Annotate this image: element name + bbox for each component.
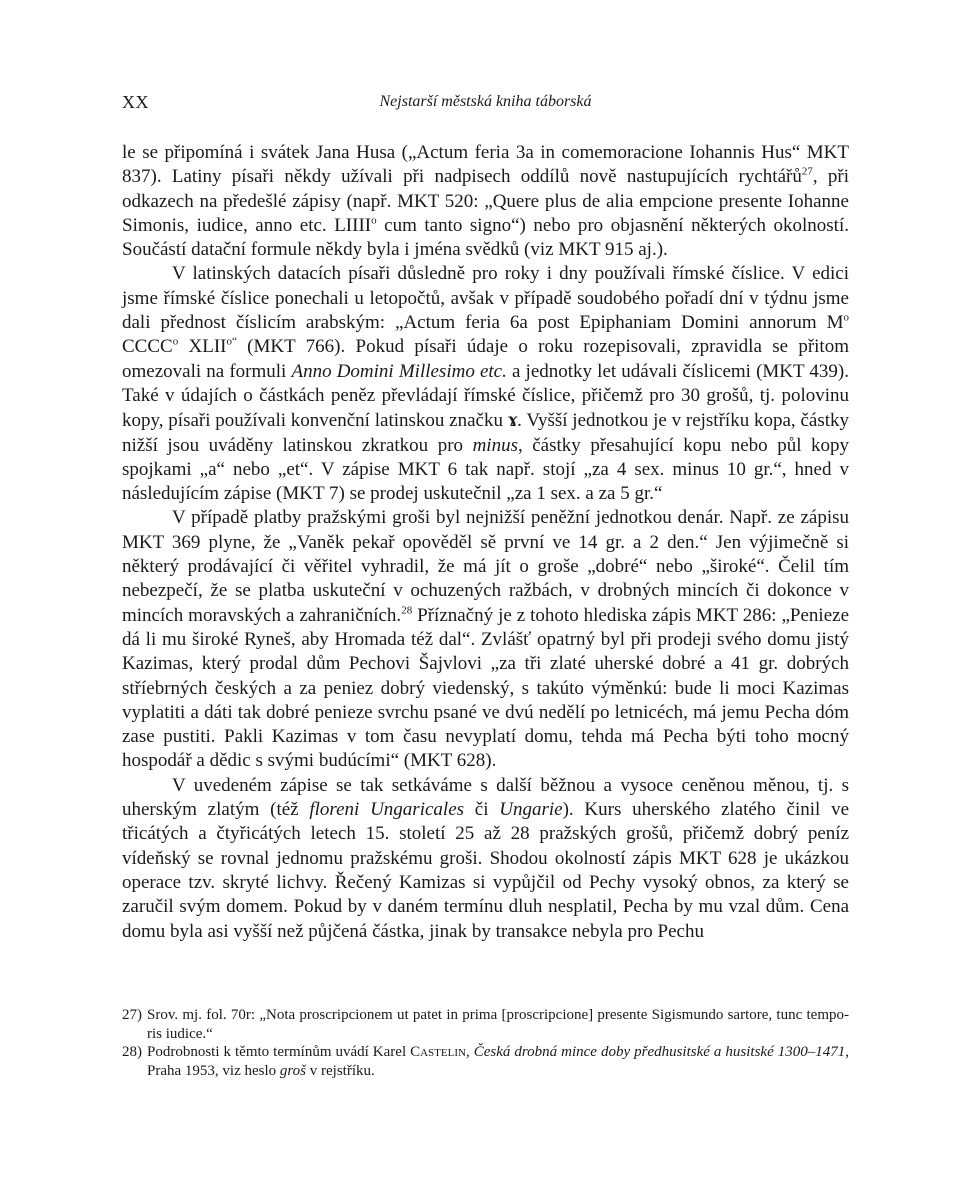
footnote-text	[147, 1043, 849, 1080]
text-run: či	[464, 799, 500, 821]
book-title: Česká drobná mince doby předhusitské a husitské 1300–1471	[473, 1044, 846, 1060]
text-run: , Praha 1953, viz heslo	[147, 1044, 849, 1079]
paragraph-1	[122, 141, 849, 262]
text-run: Podrobnosti k těmto termínům uvádí Karel	[147, 1044, 411, 1060]
text-run: ,	[465, 1044, 474, 1060]
footnote-28	[122, 1043, 849, 1080]
footnote-ref-27: 27	[801, 165, 813, 178]
text-run: v rejstříku.	[306, 1062, 375, 1079]
italic-phrase: minus	[472, 434, 518, 456]
footnote-number: 28)	[122, 1044, 142, 1060]
thirty-groschen-sign-icon: ɤ	[507, 409, 518, 432]
running-title: Nejstarší městská kniha táborská	[379, 93, 592, 110]
text-run: , částky přesahující kopu nebo půl kopy spojkami „a“ nebo „et“. V zápise MKT 6 tak např. stojí „za 4 sex. minus 10 gr.“, hned v následujícím zápise (MKT 7) se prodej uskutečnil „za 1 sex. a za 5 gr.“	[122, 434, 849, 505]
author-name: Castelin	[410, 1044, 466, 1060]
text-run: V případě platby pražskými groši byl nejnižší peněžní jednotkou denár. Např. ze zápisu MKT 369 plyne, že „Vaněk pekař opověděl sě první ve 14 gr. a 2 den.“ Jen výjimečně si některý prodávající či věřitel vyhradil, že má jít o groše „dobré“ nebo „široké“. Čelil tím nebezpečí, že se platba uskuteční v ochuzených ražbách, v drobných mincích či dokonce v mincích moravských a zahraničních.	[122, 507, 849, 626]
text-run: ). Kurs uherského zlatého činil ve třicátých a čtyřicátých letech 15. století 25 až 28 pražských grošů, přičemž dobrý peníz vídeňský se rovnal jednomu pražskému groši. Shodou okolností zápis MKT 628 je ukázkou operace tzv. skryté lichvy. Řečený Kamizas si vypůjčil od Pechy vysoký obnos, za který se zaručil svým domem. Pokud by v daném termínu dluh nesplatil, Pecha by mu vzal dům. Cena domu byla asi vyšší než půjčená částka, jinak by transakce nebyla pro Pechu	[122, 799, 850, 942]
text-run: , při odkazech na předešlé zápisy (např. MKT 520: „Quere plus de alia empcione presente Iohanne Simonis, iudice, anno etc. LIIII	[122, 166, 849, 236]
paragraph-3	[122, 506, 849, 773]
footnote-number: 27)	[122, 1007, 142, 1023]
text-run: V latinských datacích písaři důsledně pro roky i dny používali římské číslice. V edici jsme římské číslice ponechali u letopočtů, avšak v případě soudobého pořadí dní v týdnu jsme dali přednost číslicím arabským: „Actum feria 6a post Epiphaniam Domini annorum M	[122, 263, 849, 334]
superscript: o	[371, 214, 377, 227]
italic-phrase: floreni Ungaricales	[309, 799, 465, 821]
page-number: XX	[122, 92, 149, 112]
text-run: cum tanto signo“) nebo pro objasnění některých okolností. Součástí datační formule někdy byla i jména svědků (viz MKT 915 aj.).	[122, 214, 849, 261]
text-run: a jednotky let udávali číslicemi (MKT 439). Také v údajích o částkách peněz převládají římské číslice, přičemž pro 30 grošů, tj. polovinu kopy, písaři používali konvenční latinskou značku	[122, 360, 849, 432]
italic-phrase: Ungarie	[499, 799, 563, 821]
superscript: o	[172, 336, 179, 349]
superscript: o“	[226, 336, 237, 349]
paragraph-4	[122, 774, 849, 944]
text-run: . Vyšší jednotkou je v rejstříku kopa, částky nižší jsou uváděny latinskou zkratkou pro	[122, 410, 849, 456]
footnote-27	[122, 1006, 849, 1043]
text-run: V uvedeném zápise se tak setkáváme s další běžnou a vysoce ceněnou měnou, tj. s uherským zlatým (též	[122, 774, 849, 821]
footnote-text: Srov. mj. fol. 70r: „Nota proscripcionem ut patet in prima [proscripcione] presente Sigismundo sartore, tunc temporis iudice.“	[147, 1007, 849, 1042]
index-term: groš	[279, 1062, 307, 1079]
main-text	[122, 141, 849, 944]
text-run: le se připomíná i svátek Jana Husa („Actum feria 3a in comemoracione Iohannis Hus“ MKT 837). Latiny písaři někdy užívali při nadpisech oddílů nově nastupujících rychtářů	[122, 142, 849, 188]
paragraph-2	[122, 262, 849, 506]
text-run: XLII	[178, 336, 227, 358]
footnotes	[122, 1006, 849, 1080]
superscript: o	[843, 311, 849, 324]
text-run: CCCC	[122, 336, 173, 358]
text-run: Příznačný je z tohoto hlediska zápis MKT 286: „Penieze dá li mu široké Ryneš, aby Hromada též dal“. Zvlášť opatrný byl při prodeji svého domu jistý Kazimas, který prodal dům Pechovi Šajvlovi „za tři zlaté uherské dobré a 41 gr. dobrých stříebrných českých a za peniez dobrý viedenský, s takúto výměnkú: bude li moci Kazimas vyplatiti a dáti tak dobré penieze svrchu psané ve dvú nedělí po letnicéch, má jemu Pecha dóm zase pustiti. Pakli Kazimas v tom času nevyplatí domu, tehda má Pecha býti toho mocný hospodář a dědic s svými budúcími“ (MKT 628).	[122, 604, 850, 772]
footnote-ref-28: 28	[401, 604, 413, 617]
text-run: (MKT 766). Pokud písaři údaje o roku rozepisovali, zpravidla se přitom omezovali na formuli	[122, 336, 849, 382]
page-header	[122, 92, 849, 116]
italic-phrase: Anno Domini Millesimo etc.	[291, 360, 507, 382]
